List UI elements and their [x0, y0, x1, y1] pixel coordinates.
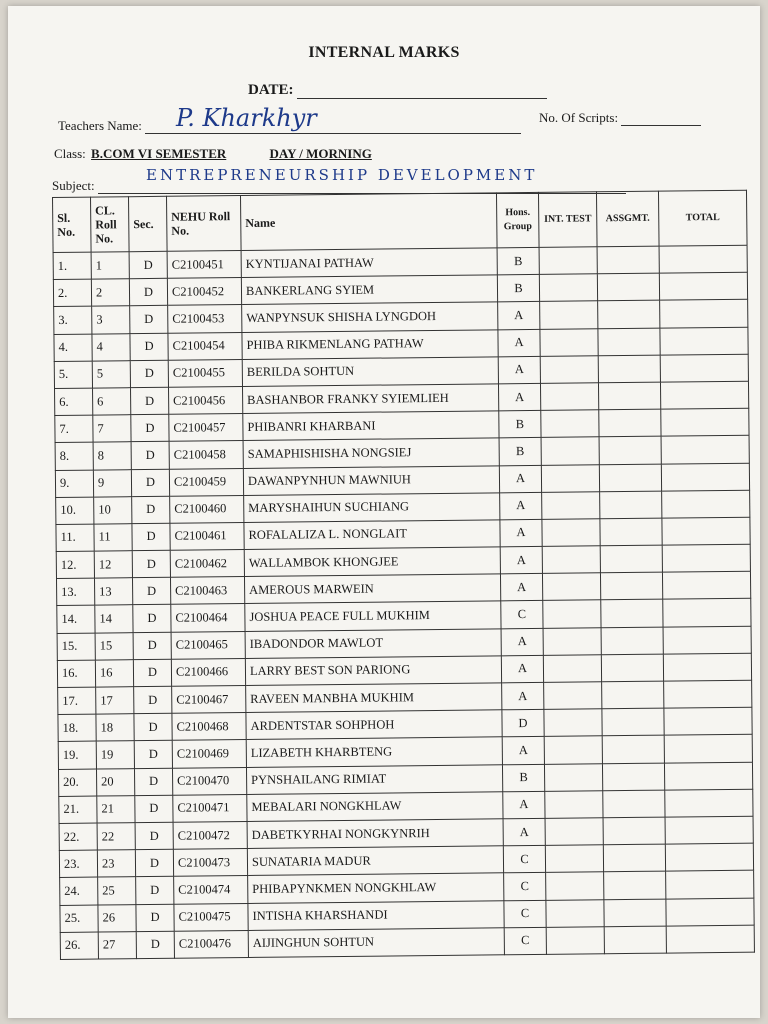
cell-assgmt[interactable] [604, 871, 666, 899]
cell-sl-no: 25. [60, 905, 98, 933]
cell-total[interactable] [664, 707, 752, 735]
cell-assgmt[interactable] [601, 654, 663, 682]
cell-nehu-roll: C2100460 [170, 495, 244, 523]
cell-sl-no: 24. [60, 877, 98, 905]
cell-cl-roll: 2 [91, 279, 129, 307]
cell-sl-no: 16. [57, 660, 95, 688]
cell-assgmt[interactable] [599, 436, 661, 464]
cell-section: D [134, 741, 172, 769]
cell-section: D [136, 931, 174, 959]
cell-sl-no: 4. [54, 334, 92, 362]
cell-total[interactable] [662, 490, 750, 518]
cell-cl-roll: 16 [95, 659, 133, 687]
cell-section: D [131, 469, 169, 497]
cell-student-name: WALLAMBOK KHONGJEE [244, 547, 500, 577]
cell-cl-roll: 4 [92, 333, 130, 361]
cell-hons-group: A [499, 465, 541, 493]
cell-cl-roll: 11 [94, 524, 132, 552]
col-header-total: TOTAL [658, 190, 747, 246]
cell-hons-group: A [501, 655, 543, 683]
cell-int-test[interactable] [544, 682, 602, 710]
cell-hons-group: C [501, 601, 543, 629]
table-body [53, 245, 754, 959]
cell-sl-no: 6. [55, 388, 93, 416]
subject-label: Subject: [52, 178, 95, 193]
cell-hons-group: A [498, 302, 540, 330]
col-header-name: Name [240, 193, 497, 251]
cell-hons-group: A [503, 818, 545, 846]
cell-hons-group: A [503, 791, 545, 819]
cell-student-name: AIJINGHUN SOHTUN [248, 927, 504, 957]
cell-nehu-roll: C2100464 [171, 604, 245, 632]
date-label: DATE: [248, 82, 294, 98]
cell-hons-group: B [499, 411, 541, 439]
cell-total[interactable] [665, 816, 753, 844]
cell-int-test[interactable] [539, 247, 597, 275]
cell-total[interactable] [663, 599, 751, 627]
cell-section: D [130, 306, 168, 334]
teacher-label: Teachers Name: [58, 118, 142, 133]
cell-assgmt[interactable] [604, 899, 666, 927]
cell-total[interactable] [660, 300, 748, 328]
cell-section: D [133, 605, 171, 633]
cell-cl-roll: 17 [96, 687, 134, 715]
cell-sl-no: 10. [56, 497, 94, 525]
cell-assgmt[interactable] [598, 382, 660, 410]
cell-sl-no: 20. [58, 769, 96, 797]
cell-assgmt[interactable] [598, 328, 660, 356]
subject-handwritten: ENTREPRENEURSHIP DEVELOPMENT [146, 166, 538, 184]
cell-total[interactable] [659, 245, 747, 273]
cell-section: D [131, 442, 169, 470]
cell-cl-roll: 13 [94, 578, 132, 606]
cell-cl-roll: 23 [97, 850, 135, 878]
cell-sl-no: 21. [59, 796, 97, 824]
cell-cl-roll: 10 [94, 496, 132, 524]
cell-sl-no: 26. [60, 932, 98, 960]
cell-sl-no: 9. [55, 470, 93, 498]
cell-assgmt[interactable] [599, 464, 661, 492]
date-row [248, 82, 547, 99]
cell-int-test[interactable] [539, 274, 597, 302]
cell-hons-group: A [498, 356, 540, 384]
cell-total[interactable] [666, 925, 754, 953]
cell-student-name: ARDENTSTAR SOHPHOH [246, 710, 502, 740]
cell-cl-roll: 8 [93, 442, 131, 470]
cell-total[interactable] [662, 517, 750, 545]
cell-cl-roll: 5 [92, 360, 130, 388]
cell-sl-no: 5. [54, 361, 92, 389]
cell-section: D [129, 251, 167, 279]
cell-int-test[interactable] [545, 818, 603, 846]
cell-hons-group: A [502, 682, 544, 710]
cell-sl-no: 15. [57, 633, 95, 661]
cell-section: D [131, 387, 169, 415]
cell-nehu-roll: C2100467 [172, 685, 246, 713]
class-value: B.COM VI SEMESTER [91, 146, 227, 161]
cell-hons-group: B [497, 275, 539, 303]
cell-sl-no: 3. [54, 306, 92, 334]
cell-cl-roll: 6 [93, 388, 131, 416]
cell-student-name: LARRY BEST SON PARIONG [245, 656, 501, 686]
cell-section: D [131, 414, 169, 442]
cell-student-name: PHIBANRI KHARBANI [243, 411, 499, 441]
cell-student-name: BASHANBOR FRANKY SYIEMLIEH [242, 384, 498, 414]
cell-int-test[interactable] [544, 736, 602, 764]
cell-sl-no: 18. [58, 714, 96, 742]
cell-sl-no: 22. [59, 823, 97, 851]
col-header-int-test: INT. TEST [538, 192, 597, 248]
cell-student-name: LIZABETH KHARBTENG [246, 737, 502, 767]
cell-student-name: PHIBAPYNKMEN NONGKHLAW [248, 873, 504, 903]
cell-total[interactable] [665, 789, 753, 817]
date-field [297, 98, 547, 99]
cell-int-test[interactable] [540, 356, 598, 384]
cell-cl-roll: 9 [93, 469, 131, 497]
cell-assgmt[interactable] [598, 301, 660, 329]
cell-sl-no: 12. [56, 551, 94, 579]
cell-int-test[interactable] [546, 926, 604, 954]
cell-assgmt[interactable] [603, 790, 665, 818]
cell-cl-roll: 22 [97, 823, 135, 851]
cell-hons-group: A [498, 329, 540, 357]
cell-cl-roll: 14 [95, 605, 133, 633]
cell-int-test[interactable] [543, 627, 601, 655]
cell-total[interactable] [662, 571, 750, 599]
cell-total[interactable] [659, 272, 747, 300]
cell-total[interactable] [661, 408, 749, 436]
cell-int-test[interactable] [541, 464, 599, 492]
cell-student-name: DAWANPYNHUN MAWNIUH [243, 465, 499, 495]
cell-hons-group: B [497, 247, 539, 275]
cell-cl-roll: 21 [97, 795, 135, 823]
cell-int-test[interactable] [540, 328, 598, 356]
cell-nehu-roll: C2100462 [170, 550, 244, 578]
cell-sl-no: 14. [57, 606, 95, 634]
cell-nehu-roll: C2100463 [170, 577, 244, 605]
cell-hons-group: A [500, 519, 542, 547]
cell-assgmt[interactable] [602, 763, 664, 791]
cell-sl-no: 11. [56, 524, 94, 552]
teacher-name-handwritten: P. Kharkhyr [176, 104, 317, 132]
class-row [54, 146, 372, 162]
cell-total[interactable] [660, 354, 748, 382]
cell-student-name: IBADONDOR MAWLOT [245, 628, 501, 658]
cell-sl-no: 8. [55, 442, 93, 470]
cell-nehu-roll: C2100465 [171, 631, 245, 659]
cell-section: D [129, 278, 167, 306]
cell-hons-group: C [504, 900, 546, 928]
cell-nehu-roll: C2100456 [168, 386, 242, 414]
cell-total[interactable] [666, 871, 754, 899]
cell-nehu-roll: C2100470 [172, 767, 246, 795]
cell-section: D [136, 904, 174, 932]
cell-section: D [133, 659, 171, 687]
cell-student-name: ROFALALIZA L. NONGLAIT [244, 520, 500, 550]
cell-student-name: MEBALARI NONGKHLAW [247, 792, 503, 822]
cell-hons-group: B [502, 764, 544, 792]
cell-section: D [135, 849, 173, 877]
cell-section: D [132, 496, 170, 524]
cell-assgmt[interactable] [600, 491, 662, 519]
cell-student-name: KYNTIJANAI PATHAW [241, 248, 497, 278]
cell-nehu-roll: C2100472 [173, 821, 247, 849]
cell-int-test[interactable] [545, 791, 603, 819]
col-header-assgmt: ASSGMT. [596, 191, 659, 247]
col-header-cl-roll: CL. Roll No. [91, 197, 130, 252]
cell-nehu-roll: C2100474 [174, 876, 248, 904]
cell-section: D [132, 523, 170, 551]
col-header-sl: Sl. No. [53, 197, 92, 252]
cell-student-name: SAMAPHISHISHA NONGSIEJ [243, 438, 499, 468]
cell-total[interactable] [663, 653, 751, 681]
cell-cl-roll: 7 [93, 415, 131, 443]
cell-int-test[interactable] [545, 845, 603, 873]
cell-sl-no: 23. [59, 850, 97, 878]
cell-total[interactable] [662, 544, 750, 572]
cell-student-name: BANKERLANG SYIEM [241, 275, 497, 305]
cell-assgmt[interactable] [597, 273, 659, 301]
cell-sl-no: 2. [53, 279, 91, 307]
cell-nehu-roll: C2100453 [168, 305, 242, 333]
cell-nehu-roll: C2100466 [171, 658, 245, 686]
cell-total[interactable] [665, 843, 753, 871]
cell-student-name: MARYSHAIHUN SUCHIANG [244, 493, 500, 523]
cell-hons-group: A [500, 574, 542, 602]
cell-cl-roll: 1 [91, 252, 129, 280]
scripts-field [621, 125, 701, 126]
cell-section: D [135, 795, 173, 823]
col-header-sec: Sec. [129, 196, 168, 251]
cell-hons-group: A [498, 383, 540, 411]
cell-section: D [134, 686, 172, 714]
cell-cl-roll: 27 [98, 931, 136, 959]
cell-nehu-roll: C2100451 [167, 251, 241, 279]
cell-student-name: JOSHUA PEACE FULL MUKHIM [245, 601, 501, 631]
cell-int-test[interactable] [542, 546, 600, 574]
cell-assgmt[interactable] [601, 627, 663, 655]
cell-section: D [134, 713, 172, 741]
cell-section: D [133, 632, 171, 660]
cell-assgmt[interactable] [602, 681, 664, 709]
cell-nehu-roll: C2100469 [172, 740, 246, 768]
cell-sl-no: 19. [58, 741, 96, 769]
cell-section: D [132, 578, 170, 606]
cell-section: D [134, 768, 172, 796]
cell-hons-group: D [502, 710, 544, 738]
cell-assgmt[interactable] [599, 409, 661, 437]
cell-cl-roll: 26 [98, 904, 136, 932]
cell-int-test[interactable] [544, 709, 602, 737]
cell-total[interactable] [661, 436, 749, 464]
cell-int-test[interactable] [544, 763, 602, 791]
cell-int-test[interactable] [541, 437, 599, 465]
cell-total[interactable] [660, 327, 748, 355]
cell-assgmt[interactable] [602, 735, 664, 763]
cell-int-test[interactable] [543, 655, 601, 683]
scripts-label: No. Of Scripts: [539, 110, 619, 125]
cell-sl-no: 1. [53, 252, 91, 280]
cell-int-test[interactable] [540, 383, 598, 411]
cell-hons-group: C [504, 873, 546, 901]
cell-int-test[interactable] [541, 410, 599, 438]
cell-student-name: BERILDA SOHTUN [242, 357, 498, 387]
cell-student-name: PHIBA RIKMENLANG PATHAW [242, 329, 498, 359]
cell-assgmt[interactable] [604, 926, 666, 954]
cell-cl-roll: 3 [92, 306, 130, 334]
cell-int-test[interactable] [542, 491, 600, 519]
cell-hons-group: A [500, 492, 542, 520]
cell-nehu-roll: C2100468 [172, 713, 246, 741]
cell-total[interactable] [664, 680, 752, 708]
cell-int-test[interactable] [543, 600, 601, 628]
cell-assgmt[interactable] [600, 572, 662, 600]
cell-nehu-roll: C2100475 [174, 903, 248, 931]
cell-sl-no: 7. [55, 415, 93, 443]
cell-int-test[interactable] [542, 573, 600, 601]
cell-student-name: DABETKYRHAI NONGKYNRIH [247, 819, 503, 849]
cell-nehu-roll: C2100458 [169, 441, 243, 469]
cell-assgmt[interactable] [601, 600, 663, 628]
marks-table [52, 190, 755, 960]
marks-sheet [8, 6, 760, 1018]
cell-assgmt[interactable] [598, 355, 660, 383]
cell-hons-group: A [502, 737, 544, 765]
page-title: INTERNAL MARKS [308, 44, 460, 61]
cell-hons-group: A [501, 628, 543, 656]
cell-assgmt[interactable] [600, 545, 662, 573]
shift-value: DAY / MORNING [269, 146, 372, 161]
cell-student-name: INTISHA KHARSHANDI [248, 900, 504, 930]
cell-int-test[interactable] [540, 301, 598, 329]
class-label: Class: [54, 146, 86, 161]
cell-assgmt[interactable] [597, 246, 659, 274]
cell-student-name: PYNSHAILANG RIMIAT [246, 764, 502, 794]
col-header-nehu-roll: NEHU Roll No. [166, 196, 241, 252]
cell-section: D [130, 333, 168, 361]
cell-nehu-roll: C2100452 [167, 278, 241, 306]
cell-nehu-roll: C2100459 [169, 468, 243, 496]
cell-sl-no: 17. [58, 687, 96, 715]
cell-nehu-roll: C2100473 [173, 849, 247, 877]
cell-cl-roll: 20 [96, 768, 134, 796]
cell-total[interactable] [666, 898, 754, 926]
cell-cl-roll: 12 [94, 551, 132, 579]
cell-assgmt[interactable] [602, 708, 664, 736]
cell-cl-roll: 25 [98, 877, 136, 905]
col-header-hons-group: Hons. Group [496, 192, 539, 247]
cell-assgmt[interactable] [600, 518, 662, 546]
cell-section: D [130, 360, 168, 388]
cell-int-test[interactable] [542, 519, 600, 547]
cell-section: D [132, 550, 170, 578]
cell-student-name: SUNATARIA MADUR [247, 846, 503, 876]
cell-int-test[interactable] [546, 872, 604, 900]
cell-hons-group: C [503, 845, 545, 873]
cell-sl-no: 13. [56, 578, 94, 606]
cell-section: D [136, 877, 174, 905]
cell-int-test[interactable] [546, 899, 604, 927]
cell-nehu-roll: C2100471 [173, 794, 247, 822]
cell-hons-group: B [499, 438, 541, 466]
cell-nehu-roll: C2100476 [174, 930, 248, 958]
cell-hons-group: C [504, 927, 546, 955]
cell-cl-roll: 19 [96, 741, 134, 769]
cell-total[interactable] [664, 762, 752, 790]
cell-student-name: RAVEEN MANBHA MUKHIM [246, 683, 502, 713]
cell-nehu-roll: C2100455 [168, 359, 242, 387]
cell-cl-roll: 18 [96, 714, 134, 742]
cell-section: D [135, 822, 173, 850]
cell-nehu-roll: C2100461 [170, 522, 244, 550]
cell-nehu-roll: C2100454 [168, 332, 242, 360]
cell-cl-roll: 15 [95, 632, 133, 660]
cell-nehu-roll: C2100457 [169, 414, 243, 442]
cell-assgmt[interactable] [603, 844, 665, 872]
scripts-row [539, 110, 701, 126]
cell-student-name: WANPYNSUK SHISHA LYNGDOH [242, 302, 498, 332]
cell-student-name: AMEROUS MARWEIN [244, 574, 500, 604]
cell-total[interactable] [664, 735, 752, 763]
cell-total[interactable] [660, 381, 748, 409]
cell-assgmt[interactable] [603, 817, 665, 845]
cell-total[interactable] [663, 626, 751, 654]
cell-total[interactable] [661, 463, 749, 491]
cell-hons-group: A [500, 546, 542, 574]
table-header-row [53, 190, 748, 252]
